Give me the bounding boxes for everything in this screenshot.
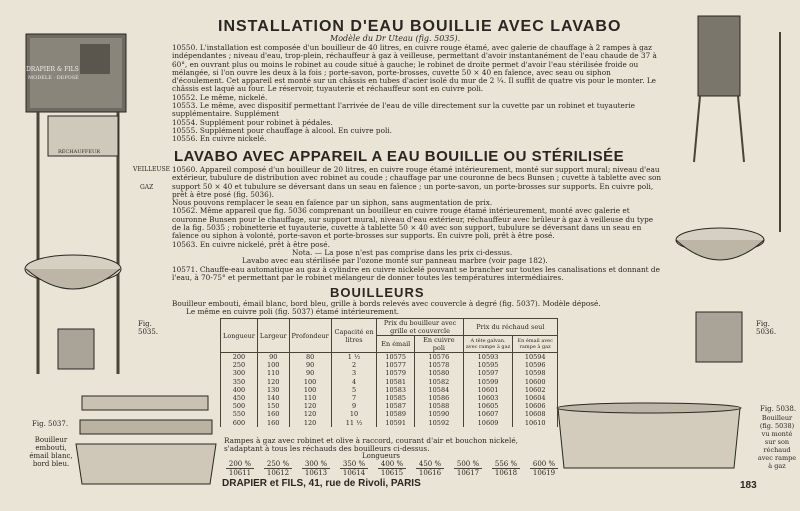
rampe-size: 300 % (304, 460, 328, 468)
bouilleur-price-table (220, 318, 558, 427)
section-installation (172, 44, 664, 144)
cell-gaz2: 10608 (513, 410, 558, 418)
nota-ozone: Lavabo avec eau stérilisée par l'ozone monté sur panneau marbre (voir page 182). (242, 256, 548, 266)
cell-profondeur: 100 (289, 386, 331, 394)
cell-capacite: 2 (331, 361, 377, 369)
cell-capacite: 1 ½ (331, 353, 377, 362)
cell-gaz1: 10597 (463, 369, 513, 377)
cell-gaz1: 10593 (463, 353, 513, 362)
label-rechauffeur: RÉCHAUFFEUR (58, 149, 100, 155)
cell-capacite: 3 (331, 369, 377, 377)
rampe-ref: 10618 (492, 468, 520, 477)
cell-gaz2: 10606 (513, 402, 558, 410)
rampe-size: 556 % (494, 460, 518, 468)
col-capacite: Capacité en litres (331, 319, 377, 353)
cell-profondeur: 100 (289, 378, 331, 386)
table-row (221, 378, 558, 386)
page-number: 183 (740, 480, 757, 491)
item-10554: 10554. Supplément pour robinet à pédales. (172, 117, 333, 127)
cell-capacite: 4 (331, 378, 377, 386)
col-longueur: Longueur (221, 319, 258, 353)
col-prix-rechaud: Prix du réchaud seul (463, 319, 557, 336)
footer-address: DRAPIER et FILS, 41, rue de Rivoli, PARIS (222, 478, 421, 489)
cell-email: 10587 (377, 402, 415, 410)
bouilleur-text-2: Le même en cuivre poli (fig. 5037) étamé intérieurement. (186, 307, 400, 317)
cell-longueur: 350 (221, 378, 258, 386)
cell-capacite: 7 (331, 394, 377, 402)
cell-email: 10589 (377, 410, 415, 418)
rampe-ref: 10616 (416, 468, 444, 477)
cell-cuivre: 10580 (415, 369, 464, 377)
cell-largeur: 110 (257, 369, 289, 377)
rampe-ref: 10614 (340, 468, 368, 477)
rampe-price-item (340, 460, 368, 477)
table-row (221, 394, 558, 402)
col-email: En émail (377, 336, 415, 353)
table-row (221, 410, 558, 418)
cell-gaz2: 10610 (513, 419, 558, 427)
table-row (221, 402, 558, 410)
cell-largeur: 120 (257, 378, 289, 386)
cell-gaz2: 10598 (513, 369, 558, 377)
col-gaz-galvan: A tête galvan. avec rampe à gaz (463, 336, 513, 353)
rampe-ref: 10613 (302, 468, 330, 477)
cell-capacite: 9 (331, 402, 377, 410)
cell-largeur: 140 (257, 394, 289, 402)
rampe-price-item (226, 460, 254, 477)
cell-longueur: 450 (221, 394, 258, 402)
rampe-ref: 10619 (530, 468, 558, 477)
rampe-size: 400 % (380, 460, 404, 468)
page-subtitle: Modèle du Dr Uteau (fig. 5035). (330, 34, 461, 43)
cell-profondeur: 120 (289, 419, 331, 427)
bouilleur-email-illustration (72, 392, 222, 490)
rampe-size: 600 % (532, 460, 556, 468)
lavabo-sterilise-illustration (670, 12, 795, 372)
col-prix-bouilleur: Prix du bouilleur avec grille et couvercle (377, 319, 463, 336)
bouilleur-cuivre-illustration (544, 398, 754, 476)
col-gaz-email: En émail avec rampe à gaz (513, 336, 558, 353)
cell-email: 10581 (377, 378, 415, 386)
longueurs-label: Longueurs (362, 452, 400, 460)
section-bouilleurs (172, 300, 664, 317)
cell-largeur: 160 (257, 410, 289, 418)
item-10555: 10555. Supplément pour chauffage à alcool. En cuivre poli. (172, 125, 392, 135)
cell-cuivre: 10576 (415, 353, 464, 362)
cell-gaz1: 10599 (463, 378, 513, 386)
cell-email: 10575 (377, 353, 415, 362)
fig-5036-caption: Fig. 5036. (756, 320, 777, 336)
cell-profondeur: 90 (289, 361, 331, 369)
rampe-size: 200 % (228, 460, 252, 468)
rampe-price-item (378, 460, 406, 477)
cell-largeur: 90 (257, 353, 289, 362)
rampe-price-item (302, 460, 330, 477)
section-title-lavabo: LAVABO AVEC APPAREIL A EAU BOUILLIE OU STÉRILISÉE (174, 148, 625, 165)
cell-email: 10591 (377, 419, 415, 427)
item-10553: 10553. Le même, avec dispositif permettant l'arrivée de l'eau de ville directement sur la cuvette par un robinet et tuyauterie supplémentaire. Supplément (172, 101, 635, 119)
cell-gaz2: 10604 (513, 394, 558, 402)
rampe-ref: 10612 (264, 468, 292, 477)
fig-5037-caption: Bouilleur embouti, émail blanc, bord bleu. (29, 436, 73, 468)
cell-longueur: 500 (221, 402, 258, 410)
cell-largeur: 100 (257, 361, 289, 369)
cell-profondeur: 80 (289, 353, 331, 362)
rampe-price-item (264, 460, 292, 477)
rampe-size: 500 % (456, 460, 480, 468)
fig-5038-caption: Bouilleur (fig. 5038) vu monté sur son réchaud avec rampe à gaz (757, 414, 797, 470)
cell-profondeur: 120 (289, 410, 331, 418)
col-largeur: Largeur (257, 319, 289, 353)
page-title: INSTALLATION D'EAU BOUILLIE AVEC LAVABO (218, 18, 622, 35)
cell-gaz2: 10594 (513, 353, 558, 362)
cell-gaz1: 10607 (463, 410, 513, 418)
rampe-price-item (416, 460, 444, 477)
cell-capacite: 10 (331, 410, 377, 418)
cell-cuivre: 10590 (415, 410, 464, 418)
cell-email: 10577 (377, 361, 415, 369)
item-10562: 10562. Même appareil que fig. 5036 comprenant un bouilleur en cuivre rouge étamé intérieurement, monté avec galerie et couronne Bunsen pour le chauffage, sur support mural, niveau d'eau extérieur, réchauffeur avec brûleur à gaz à veilleuse du type de la fig. 5035 ; robinetterie et tuyauterie, cuvette à tablette 50 × 40 avec son support, tubulure se déversant dans un seau en faïence ou siphon à volonté, porte-savon et porte-brosses sur supports. En cuivre poli, prêt à être posé. (172, 206, 654, 241)
item-10560: 10560. Appareil composé d'un bouilleur de 20 litres, en cuivre rouge étamé intérieurement, monté sur support mural; niveau d'eau extérieur, tubulure de distribution avec robinet au coude ; chauffage par une couronne de becs Bunsen ; cuvette à tablette avec son support 50 × 40 et tubulure se déversant dans un seau en faïence ; un porte-savon, un porte-brosses sur supports. En cuivre poli, prêt à être posé (fig. 5036). (172, 165, 662, 199)
cell-longueur: 300 (221, 369, 258, 377)
nota: Nota. — La pose n'est pas comprise dans les prix ci-dessus. (292, 247, 513, 257)
table-row (221, 361, 558, 369)
rampe-size: 450 % (418, 460, 442, 468)
rampe-ref: 10611 (226, 468, 254, 477)
cell-profondeur: 90 (289, 369, 331, 377)
cell-cuivre: 10588 (415, 402, 464, 410)
fig-5038-label: Fig. 5038. (760, 405, 797, 413)
col-profondeur: Profondeur (289, 319, 331, 353)
rampe-ref: 10615 (378, 468, 406, 477)
label-gaz: GAZ (140, 184, 154, 191)
rampe-price-item (492, 460, 520, 477)
item-10552: 10552. Le même, nickelé. (172, 92, 268, 102)
cell-cuivre: 10578 (415, 361, 464, 369)
cell-longueur: 600 (221, 419, 258, 427)
cell-largeur: 130 (257, 386, 289, 394)
cell-cuivre: 10586 (415, 394, 464, 402)
section-title-bouilleurs: BOUILLEURS (330, 285, 425, 300)
section-lavabo (172, 166, 664, 282)
rampe-ref: 10617 (454, 468, 482, 477)
cell-email: 10585 (377, 394, 415, 402)
cell-email: 10579 (377, 369, 415, 377)
item-10571: 10571. Chauffe-eau automatique au gaz à cylindre en cuivre nickelé pouvant se brancher sur toutes les canalisations et donnant de l'eau, à 70-75° et permettant par le robinet mélangeur de donner toutes les températures intermédiaires. (172, 264, 660, 282)
cell-email: 10583 (377, 386, 415, 394)
col-cuivre: En cuivre poli (415, 336, 464, 353)
cell-capacite: 11 ½ (331, 419, 377, 427)
item-10556: 10556. En cuivre nickelé. (172, 134, 267, 144)
table-row (221, 419, 558, 427)
cell-profondeur: 110 (289, 394, 331, 402)
cell-longueur: 400 (221, 386, 258, 394)
rampe-price-item (454, 460, 482, 477)
cell-longueur: 550 (221, 410, 258, 418)
cell-gaz1: 10601 (463, 386, 513, 394)
cell-cuivre: 10582 (415, 378, 464, 386)
fig-5035-caption: Fig. 5035. (138, 320, 159, 336)
cell-profondeur: 120 (289, 402, 331, 410)
cell-longueur: 200 (221, 353, 258, 362)
rampe-price-row (226, 460, 558, 477)
bouilleur-text-1: Bouilleur embouti, émail blanc, bord bleu, grille à bords relevés avec couvercle à degré (fig. 5037). Modèle déposé. (172, 299, 601, 308)
cell-gaz2: 10602 (513, 386, 558, 394)
rampe-size: 350 % (342, 460, 366, 468)
cell-gaz1: 10595 (463, 361, 513, 369)
table-row (221, 386, 558, 394)
cell-largeur: 160 (257, 419, 289, 427)
cell-largeur: 150 (257, 402, 289, 410)
cell-gaz1: 10603 (463, 394, 513, 402)
cell-gaz1: 10605 (463, 402, 513, 410)
rampes-text: Rampes à gaz avec robinet et olive à raccord, courant d'air et bouchon nickelé, s'adaptant à tous les réchauds des bouilleurs ci-dessus. (224, 436, 518, 454)
rampe-size: 250 % (266, 460, 290, 468)
cell-cuivre: 10592 (415, 419, 464, 427)
cell-gaz1: 10609 (463, 419, 513, 427)
cell-longueur: 250 (221, 361, 258, 369)
table-row (221, 369, 558, 377)
cell-cuivre: 10584 (415, 386, 464, 394)
item-10563: 10563. En cuivre nickelé, prêt à être posé. (172, 239, 330, 249)
cell-capacite: 5 (331, 386, 377, 394)
cell-gaz2: 10600 (513, 378, 558, 386)
label-modele: MODELE · DEPOSÉ (28, 75, 79, 81)
table-row (221, 353, 558, 362)
fig-5037-label: Fig. 5037. (32, 420, 69, 428)
item-10550: 10550. L'installation est composée d'un bouilleur de 40 litres, en cuivre rouge étamé, avec galerie de chauffage à 2 rampes à gaz indépendantes ; niveau d'eau, trop-plein, réchauffeur à gaz à veilleuse, permettant d'avoir instantanément de l'eau chaude de 37 à 60°, en ouvrant plus ou moins le robinet au coude situé à gauche; le robinet de droite permet d'avoir l'eau stérilisée froide ou mélangée, si l'on ouvre les deux à la fois ; porte-savon, porte-brosses, cuvette 50 × 40 en faïence, avec seau ou siphon d'écoulement. Cet appareil est monté sur un châssis en tubes d'acier isolé du mur de 2 ¼. Il suffit de quatre vis pour le monter. Le châssis est laqué au four. Le réservoir, tuyauterie et réchauffeur sont en cuivre poli. (172, 43, 657, 94)
note-siphon: Nous pouvons remplacer le seau en faïence par un siphon, sans augmentation de prix. (172, 198, 493, 208)
label-veilleuse: VEILLEUSE (133, 166, 170, 173)
rampe-price-item (530, 460, 558, 477)
cell-gaz2: 10596 (513, 361, 558, 369)
label-drapier: DRAPIER & FILS (26, 66, 79, 73)
